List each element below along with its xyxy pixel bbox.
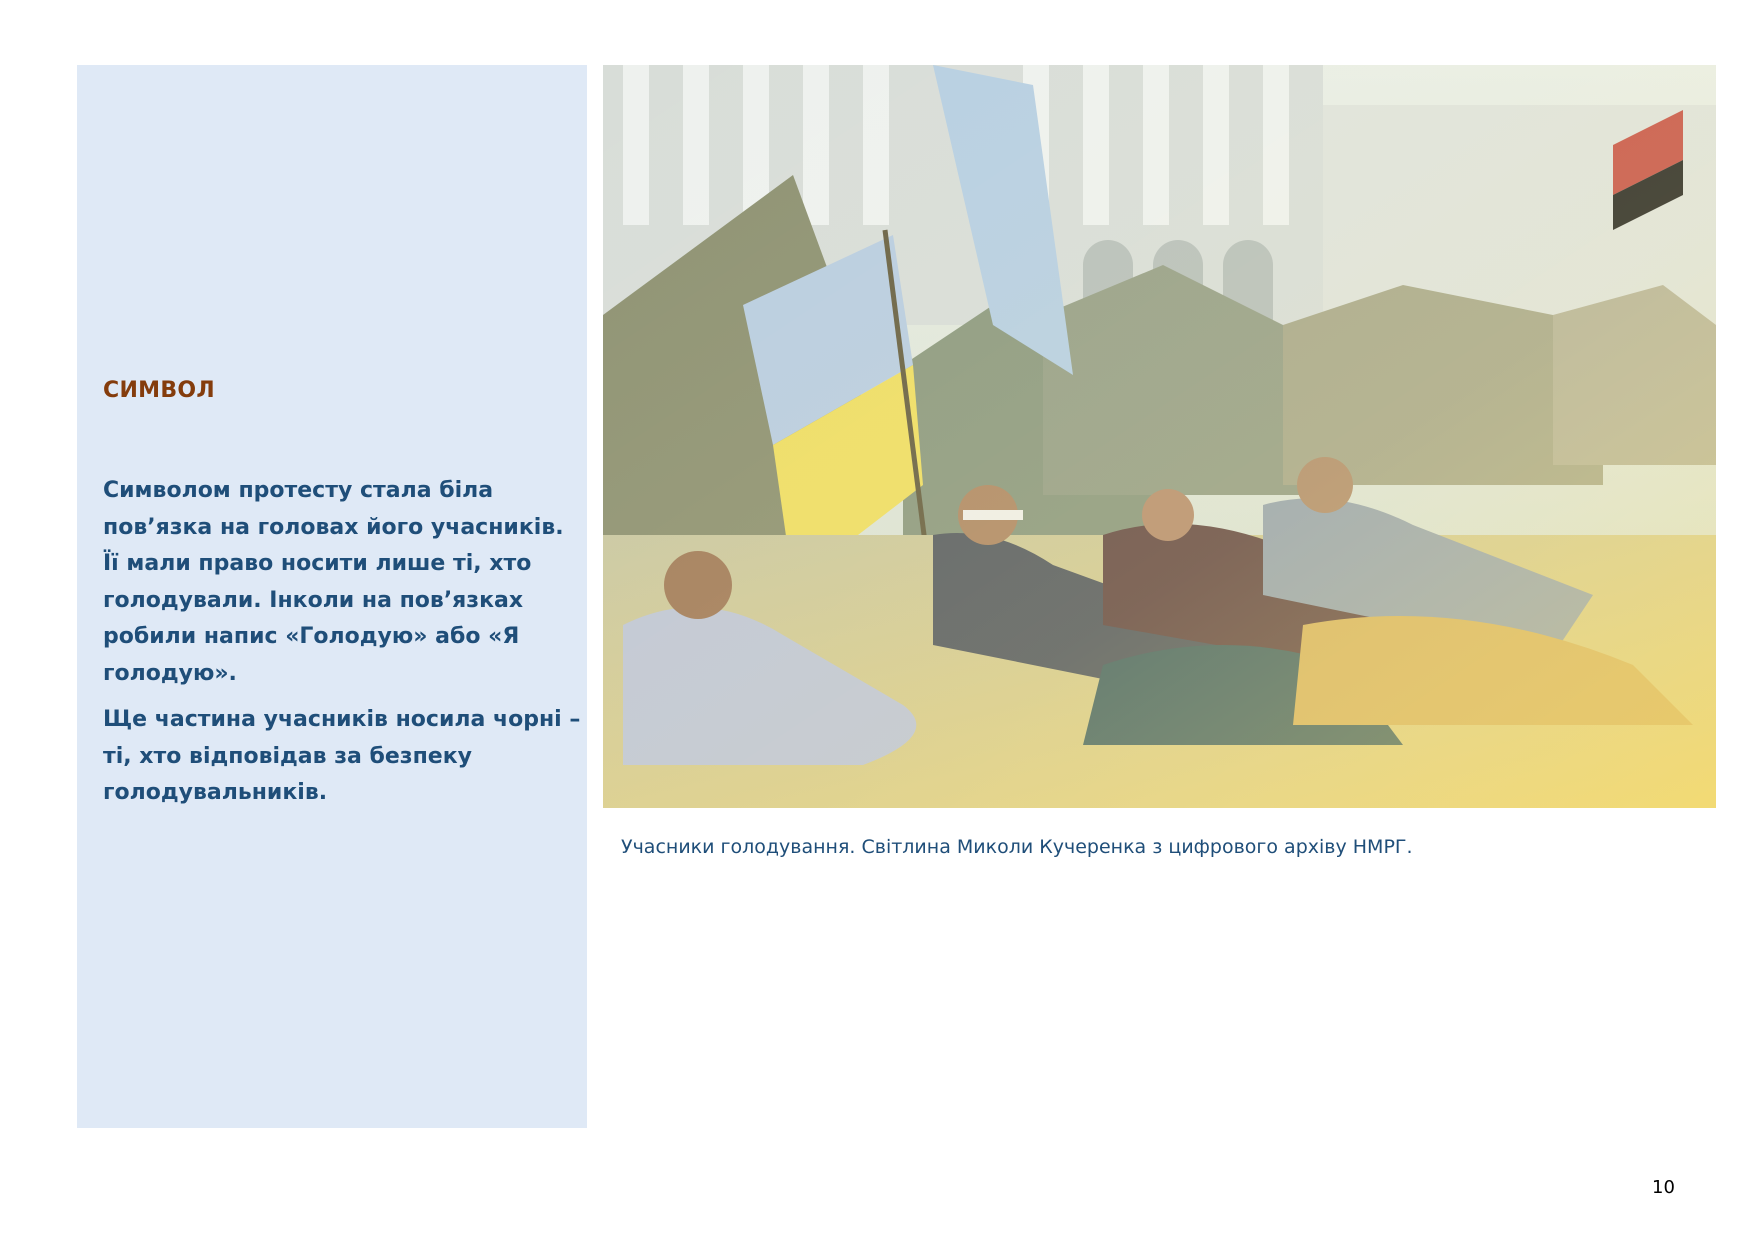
hunger-strike-photo bbox=[603, 65, 1716, 808]
sidebar-panel bbox=[77, 65, 587, 1128]
paragraph-2: Ще частина учасників носила чорні – ті, хто відповідав за безпеку голодувальників. bbox=[103, 707, 581, 805]
photo-caption: Учасники голодування. Світлина Миколи Кучеренка з цифрового архіву НМРГ. bbox=[621, 836, 1413, 858]
paragraph-1: Символом протесту стала біла пов’язка на головах його учасників. Її мали право носити лише ті, хто голодували. Інколи на пов’язках робили напис «Голодую» або «Я голодую». bbox=[103, 478, 564, 686]
body-text bbox=[103, 473, 581, 822]
section-heading: СИМВОЛ bbox=[103, 378, 215, 403]
page-number: 10 bbox=[1652, 1177, 1675, 1198]
